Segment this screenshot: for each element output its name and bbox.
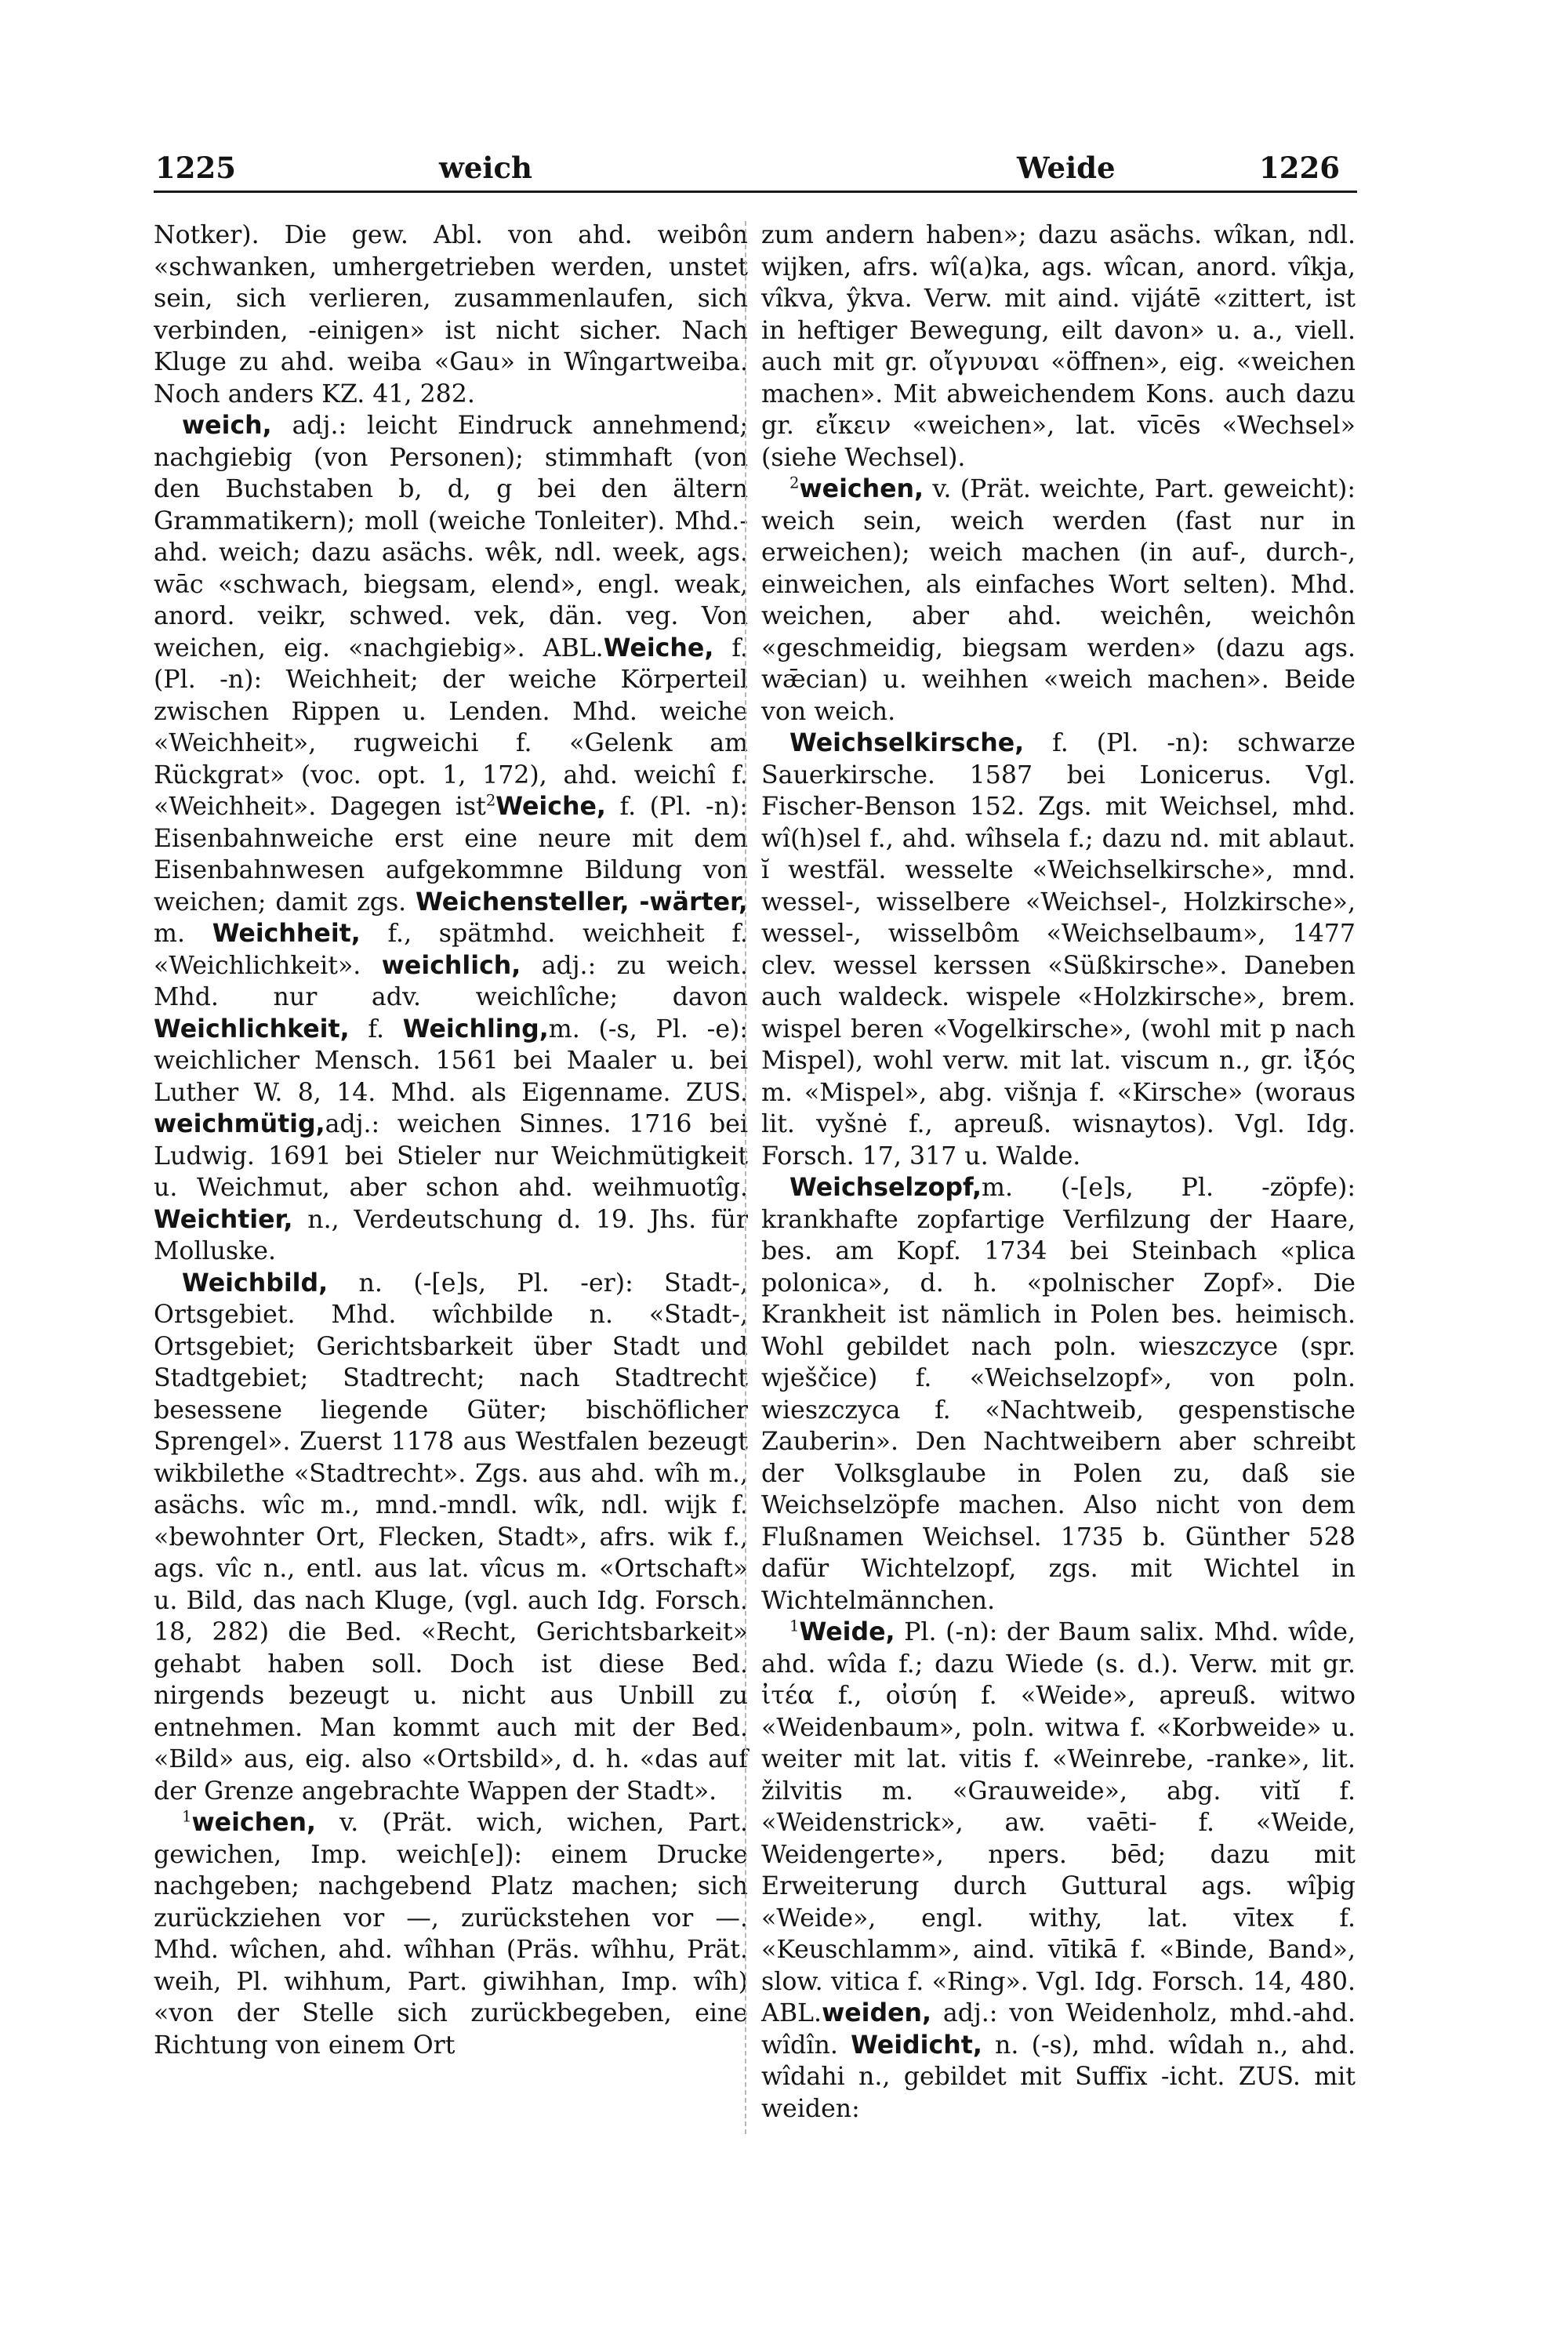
headword: Weiche,	[495, 793, 606, 821]
headword: weichen,	[191, 1809, 317, 1837]
entry-text: f., spätmhd. weichheit f. «Weichlichkeit».	[154, 920, 749, 980]
header-rule	[154, 191, 1357, 193]
headword: Weichbild,	[182, 1269, 328, 1298]
headword: Weichselkirsche,	[789, 729, 1025, 757]
entry-weichselkirsche	[761, 728, 1356, 1172]
headword: Weichheit,	[212, 920, 361, 948]
homograph-number: 1	[789, 1617, 800, 1635]
entry-weich	[154, 410, 748, 1268]
running-head-left: weich	[439, 151, 532, 185]
page-number-left: 1225	[155, 151, 236, 185]
entry-text: m.	[154, 920, 186, 948]
headword: weichen,	[799, 475, 924, 503]
entry-text: adj.: leicht Eindruck annehmend; nachgiebig (von Personen); stimmhaft (von den Buchstaben b, d, g bei den ältern Grammatikern); moll (weiche Tonleiter). Mhd.-ahd. weich; dazu asächs. wêk, ndl. week, ags. wāc «schwach, biegsam, elend», engl. weak, anord. veikr, schwed. vek, dän. veg. Von weichen, eig. «nachgiebig». ABL.	[154, 412, 748, 662]
headword: weiden,	[822, 1999, 932, 2027]
entry-text: v. (Prät. weichte, Part. geweicht): weich sein, weich werden (fast nur in erweichen); weich machen (in auf-, durch-, einweichen, als einfaches Wort selten). Mhd. weichen, aber ahd. weichên, weichôn «geschmeidig, biegsam werden» (dazu ags. wǣcian) u. weihhen «weich machen». Beide von weich.	[761, 475, 1356, 726]
entry-continuation	[761, 220, 1356, 474]
entry-text: n., Verdeutschung d. 19. Jhs. für Molluske.	[154, 1205, 748, 1265]
entry-text: Pl. (-n): der Baum salix. Mhd. wîde, ahd. wîda f.; dazu Wiede (s. d.). Verw. mit gr. ἰτέα f., οἰσύη f. «Weide», apreuß. witwo «Weidenbaum», poln. witwa f. «Korbweide» u. weiter mit lat. vitis f. «Weinrebe, -ranke», lit. žilvitis m. «Grauweide», abg. vitĭ f. «Weidenstrick», aw. vaēti- f. «Weide, Weidengerte», npers. bēd; dazu mit Erweiterung durch Guttural ags. wîþig «Weide», engl. withy, lat. vītex f. «Keuschlamm», aind. vītikā f. «Binde, Band», slow. vitica f. «Ring». Vgl. Idg. Forsch. 14, 480. ABL.	[761, 1618, 1356, 2027]
homograph-number: 2	[789, 474, 800, 492]
headword: Weichensteller, -wärter,	[416, 887, 748, 916]
column-separator	[745, 221, 746, 2134]
entry-text: f. (Pl. -n): Weichheit; der weiche Körperteil zwischen Rippen u. Lenden. Mhd. weiche «Weichheit», rugweichi f. «Gelenk am Rückgrat» (voc. opt. 1, 172), ahd. weichî f. «Weichheit». Dagegen ist	[154, 633, 748, 821]
entry-text: m. (-s, Pl. -e): weichlicher Mensch. 1561 bei Maaler u. bei Luther W. 8, 14. Mhd. als Eigenname. ZUS.	[154, 1014, 749, 1107]
page-number-right: 1226	[1259, 151, 1340, 185]
entry-text: adj.: weichen Sinnes. 1716 bei Ludwig. 1691 bei Stieler nur Weichmütigkeit u. Weichmut, aber schon ahd. weihmuotîg.	[154, 1110, 748, 1202]
headword: weichmütig,	[154, 1110, 325, 1138]
entry-text: adj.: von Weidenholz, mhd.-ahd. wîdîn.	[761, 1999, 1356, 2060]
homograph-number: 2	[485, 791, 496, 810]
entry-weichbild	[154, 1268, 748, 1808]
entry-weichen-2	[761, 474, 1356, 728]
entry-text: n. (-[e]s, Pl. -er): Stadt-, Ortsgebiet. Mhd. wîchbilde n. «Stadt-, Ortsgebiet; Gerichtsbarkeit über Stadt und Stadtgebiet; Stadtrecht; nach Stadtrecht besessene liegende Güter; bischöflicher Sprengel». Zuerst 1178 aus Westfalen bezeugt wikbilethe «Stadtrecht». Zgs. aus ahd. wîh m., asächs. wîc m., mnd.-mndl. wîk, ndl. wijk f. «bewohnter Ort, Flecken, Stadt», afrs. wik f., ags. vîc n., entl. aus lat. vîcus m. «Ortschaft» u. Bild, das nach Kluge, (vgl. auch Idg. Forsch. 18, 282) die Bed. «Recht, Gerichtsbarkeit» gehabt haben soll. Doch ist diese Bed. nirgends bezeugt u. nicht aus Unbill zu entnehmen. Man kommt auch mit der Bed. «Bild» aus, eig. also «Ortsbild», d. h. «das auf der Grenze angebrachte Wappen der Stadt».	[154, 1269, 748, 1806]
left-column	[154, 220, 748, 2061]
headword: Weichtier,	[154, 1205, 293, 1234]
entry-weichselzopf	[761, 1172, 1356, 1617]
right-column	[761, 220, 1356, 2125]
headword: weichlich,	[381, 951, 521, 980]
entry-text: n. (-s), mhd. wîdah n., ahd. wîdahi n., gebildet mit Suffix -icht. ZUS. mit weiden:	[761, 2031, 1356, 2123]
entry-text: adj.: zu weich. Mhd. nur adv. weichlîche; davon	[154, 951, 748, 1011]
entry-text: f. (Pl. -n): Eisenbahnweiche erst eine neure mit dem Eisenbahnwesen aufgekommne Bildung von weichen; damit zgs.	[154, 793, 748, 916]
headword: Weichling,	[402, 1014, 549, 1044]
headword: Weichlichkeit,	[154, 1014, 350, 1044]
headword: Weichselzopf,	[789, 1174, 982, 1202]
entry-text: m. (-[e]s, Pl. -zöpfe): krankhafte zopfartige Verfilzung der Haare, bes. am Kopf. 1734 bei Steinbach «plica polonica», d. h. «polnischer Zopf». Die Krankheit ist nämlich in Polen bes. heimisch. Wohl gebildet nach poln. wieszczyce (spr. wješčice) f. «Weichselzopf», von poln. wieszczyca f. «Nachtweib, gespenstische Zauberin». Den Nachtweibern aber schreibt der Volksglaube in Polen zu, daß sie Weichselzöpfe machen. Also nicht von dem Flußnamen Weichsel. 1735 b. Günther 528 dafür Wichtelzopf, zgs. mit Wichtel in Wichtelmännchen.	[761, 1174, 1356, 1615]
entry-text: f. (Pl. -n): schwarze Sauerkirsche. 1587 bei Lonicerus. Vgl. Fischer-Benson 152. Zgs. mit Weichsel, mhd. wî(h)sel f., ahd. wîhsela f.; dazu nd. mit ablaut. ĭ westfäl. wesselte «Weichselkirsche», mnd. wessel-, wisselbere «Weichsel-, Holzkirsche», wessel-, wisselbôm «Weichselbaum», 1477 clev. wessel kerssen «Süßkirsche». Daneben auch waldeck. wispele «Holzkirsche», brem. wispel beren «Vogelkirsche», (wohl mit p nach Mispel), wohl verw. mit lat. viscum n., gr. ἰξός m. «Mispel», abg. višnja f. «Kirsche» (woraus lit. vyšnė f., apreuß. wisnaytos). Vgl. Idg. Forsch. 17, 317 u. Walde.	[761, 729, 1356, 1171]
headword: Weide,	[799, 1618, 895, 1646]
running-head-right: Weide	[1017, 151, 1116, 185]
entry-text: f.	[368, 1014, 384, 1044]
headword: Weiche,	[603, 633, 714, 662]
entry-text: Notker). Die gew. Abl. von ahd. weibôn «schwanken, umhergetrieben werden, unstet sein, sich verlieren, zusammenlaufen, sich verbinden, -einigen» ist nicht sicher. Nach Kluge zu ahd. weiba «Gau» in Wîngartweiba. Noch anders KZ. 41, 282.	[154, 221, 748, 408]
headword: Weidicht,	[851, 2031, 982, 2060]
entry-weichen-1	[154, 1807, 748, 2061]
entry-weide	[761, 1617, 1356, 2125]
headword: weich,	[182, 412, 272, 440]
homograph-number: 1	[182, 1807, 192, 1826]
entry-text: zum andern haben»; dazu asächs. wîkan, ndl. wijken, afrs. wî(a)ka, ags. wîcan, anord. vîkja, vîkva, ŷkva. Verw. mit aind. vijátē «zittert, ist in heftiger Bewegung, eilt davon» u. a., viell. auch mit gr. οἴγνυναι «öffnen», eig. «weichen machen». Mit abweichendem Kons. auch dazu gr. εἴκειν «weichen», lat. vīcēs «Wechsel» (siehe Wechsel).	[761, 221, 1356, 472]
entry-text: v. (Prät. wich, wichen, Part. gewichen, Imp. weich[e]): einem Drucke nachgeben; nachgebend Platz machen; sich zurückziehen vor —, zurückstehen vor —. Mhd. wîchen, ahd. wîhhan (Präs. wîhhu, Prät. weih, Pl. wihhum, Part. giwihhan, Imp. wîh) «von der Stelle sich zurückbegeben, eine Richtung von einem Ort	[154, 1809, 748, 2060]
entry-continuation	[154, 220, 748, 410]
